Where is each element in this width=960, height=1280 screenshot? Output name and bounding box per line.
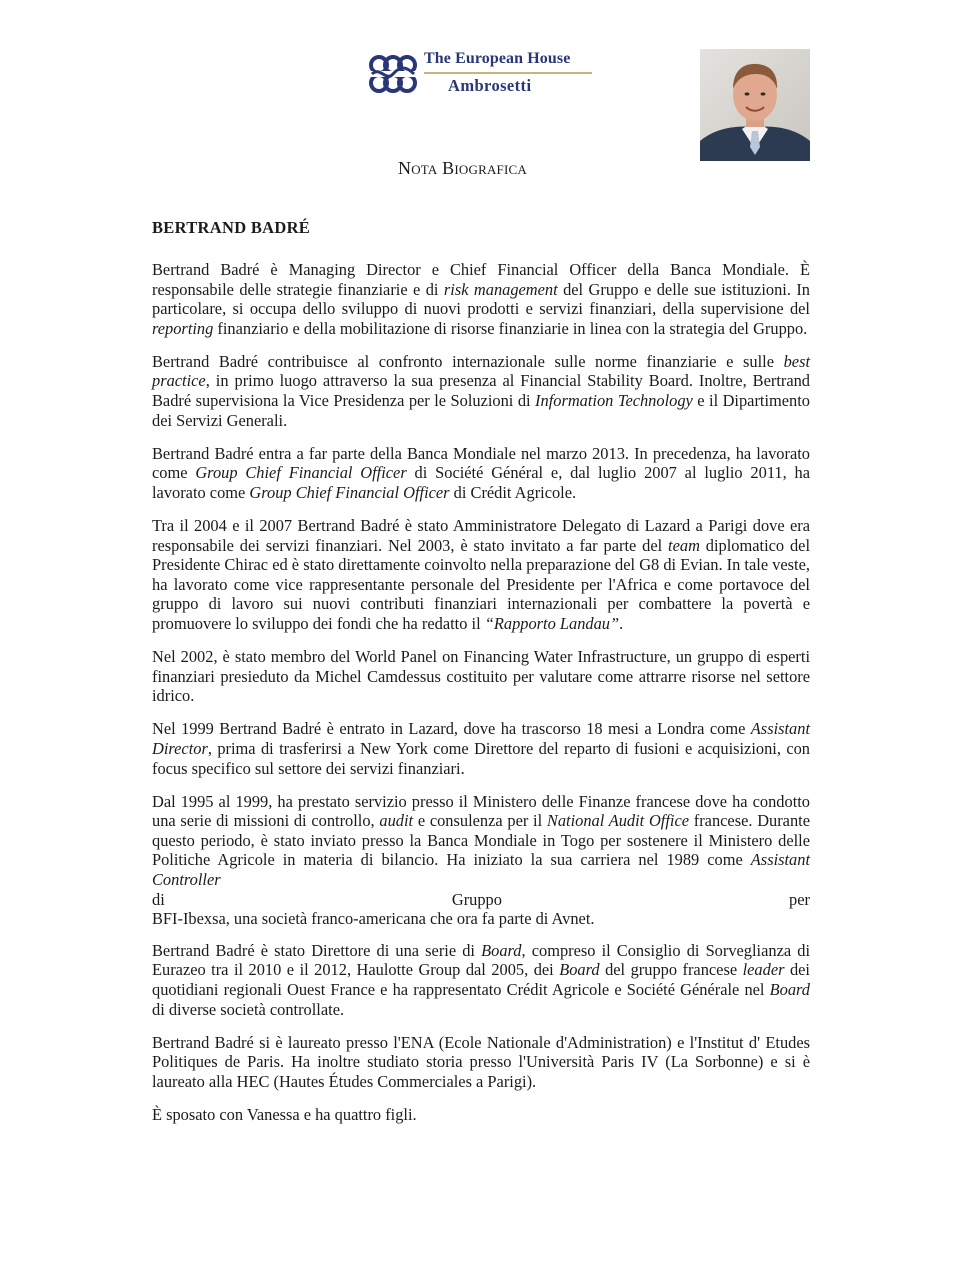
paragraph-2 (152, 352, 810, 430)
italic-run: Board (769, 980, 810, 999)
text-run: dei quotidiani regionali Ouest France e ha rappresentato Crédit Agricole e Société Générale nel (152, 960, 810, 999)
portrait-image-icon (700, 49, 810, 161)
text-run: e consulenza per il (413, 811, 547, 831)
text-run: Bertrand Badré contribuisce al confronto internazionale sulle norme finanziarie e sulle (152, 351, 784, 371)
text-run: , in primo luogo attraverso la sua presenza al Financial Stability Board. Inoltre, Bertrand Badré supervisiona la Vice Presidenza per le Soluzioni di (152, 371, 810, 411)
logo-divider (424, 72, 592, 74)
italic-run: Assistant Director (152, 719, 810, 758)
spread-line (152, 890, 810, 910)
italic-run: audit (379, 811, 414, 831)
paragraph-3 (152, 444, 810, 503)
logo-mark-icon (366, 52, 420, 96)
spread-word: Gruppo (451, 889, 502, 909)
italic-run: best practice (152, 351, 810, 391)
text-run: Nel 2002, è stato membro del World Panel on Financing Water Infrastructure, un gruppo di esperti finanziari presieduto da Michel Camdessus costituito per valutare come attrarre risorse nel settore idrico. (152, 647, 810, 706)
biography-body (152, 260, 810, 1138)
text-run: di Société Général e, dal luglio 2007 al luglio 2011, ha lavorato come (152, 463, 811, 502)
text-run: Bertrand Badré è stato Direttore di una serie di (152, 940, 482, 960)
person-name: BERTRAND BADRÉ (152, 218, 311, 237)
italic-run: team (668, 535, 700, 555)
text-run: È sposato con Vanessa e ha quattro figli. (152, 1104, 417, 1124)
text-run: Bertrand Badré si è laureato presso l'ENA (Ecole Nationale d'Administration) e l'Institut d' Etudes Politiques de Paris. Ha inoltre studiato storia presso l'Università Paris IV (La Sorbonne) e si è laureato alla HEC (Hautes Études Commerciales a Parigi). (152, 1032, 810, 1091)
text-run: francese. Durante questo periodo, è stato inviato presso la Banca Mondiale in Togo per sostenere il Ministero delle Politiche Agricole in materia di bilancio. Ha iniziato la sua carriera nel 1989 come (152, 811, 810, 870)
paragraph-1 (152, 260, 810, 338)
paragraph-7 (152, 792, 810, 929)
spread-word: per (789, 889, 810, 909)
logo-line-2: Ambrosetti (448, 76, 532, 95)
text-run: Tra il 2004 e il 2007 Bertrand Badré è stato Amministratore Delegato di Lazard a Parigi dove era responsabile dei servizi finanziari. Nel 2003, è stato invitato a far parte del (152, 516, 810, 555)
text-run: del Gruppo e delle sue istituzioni. In particolare, si occupa dello sviluppo di nuovi prodotti e servizi finanziari, della supervisione del (152, 279, 810, 319)
italic-run: Assistant Controller (152, 850, 810, 890)
text-run: diplomatico del Presidente Chirac ed è stato direttamente coinvolto nella preparazione del G8 di Evian. In tale veste, ha lavorato come vice rappresentante personale del Presidente per l'Africa e come portavoce del gruppo di lavoro sui nuovi contributi finanziari internazionali per combattere la povertà e promuovere lo sviluppo dei fondi che ha redatto il (152, 535, 810, 633)
text-run: Bertrand Badré entra a far parte della Banca Mondiale nel marzo 2013. In precedenza, ha lavorato come (152, 443, 810, 483)
italic-run: Group Chief Financial Officer (195, 463, 407, 483)
logo-line-1: The European House (424, 50, 571, 67)
paragraph-4 (152, 516, 810, 634)
paragraph-8 (152, 941, 810, 1019)
text-run: , prima di trasferirsi a New York come Direttore del reparto di fusioni e acquisizioni, con focus specifico sul settore dei servizi finanziari. (152, 738, 810, 778)
paragraph-6 (152, 719, 810, 778)
italic-run: risk management (443, 279, 558, 299)
spread-word: di (152, 889, 165, 909)
text-run: . (619, 614, 624, 633)
ambrosetti-logo (366, 46, 598, 102)
text-run: BFI-Ibexsa, una società franco-americana che ora fa parte di Avnet. (152, 909, 595, 929)
text-run: Nel 1999 Bertrand Badré è entrato in Lazard, dove ha trascorso 18 mesi a Londra come (152, 719, 751, 739)
italic-run: National Audit Office (546, 811, 690, 831)
italic-run: Board (559, 960, 600, 980)
paragraph-10 (152, 1105, 810, 1125)
text-run: di Crédit Agricole. (449, 482, 577, 502)
italic-run: Group Chief Financial Officer (249, 482, 450, 502)
paragraph-9 (152, 1033, 810, 1092)
text-run: del gruppo francese (599, 960, 743, 980)
portrait-photo (700, 49, 810, 161)
italic-run: reporting (152, 318, 214, 338)
italic-run: leader (742, 960, 785, 980)
document-title: Nota Biografica (398, 158, 527, 178)
text-run: , compreso il Consiglio di Sorveglianza di Eurazeo tra il 2010 e il 2012, Haulotte Group dal 2005, dei (152, 940, 811, 980)
italic-run: Board (481, 940, 522, 960)
text-run: Bertrand Badré è Managing Director e Chief Financial Officer della Banca Mondiale. È responsabile delle strategie finanziarie e di (152, 260, 810, 299)
italic-run: Information Technology (535, 391, 693, 411)
text-run: di diverse società controllate. (152, 999, 345, 1019)
paragraph-5 (152, 647, 810, 706)
text-run: finanziario e della mobilitazione di risorse finanziarie in linea con la strategia del Gruppo. (213, 318, 808, 338)
text-run: Dal 1995 al 1999, ha prestato servizio presso il Ministero delle Finanze francese dove ha condotto una serie di missioni di controllo, (152, 791, 810, 831)
text-run: e il Dipartimento dei Servizi Generali. (152, 391, 810, 430)
italic-run: “Rapporto Landau” (484, 614, 620, 633)
